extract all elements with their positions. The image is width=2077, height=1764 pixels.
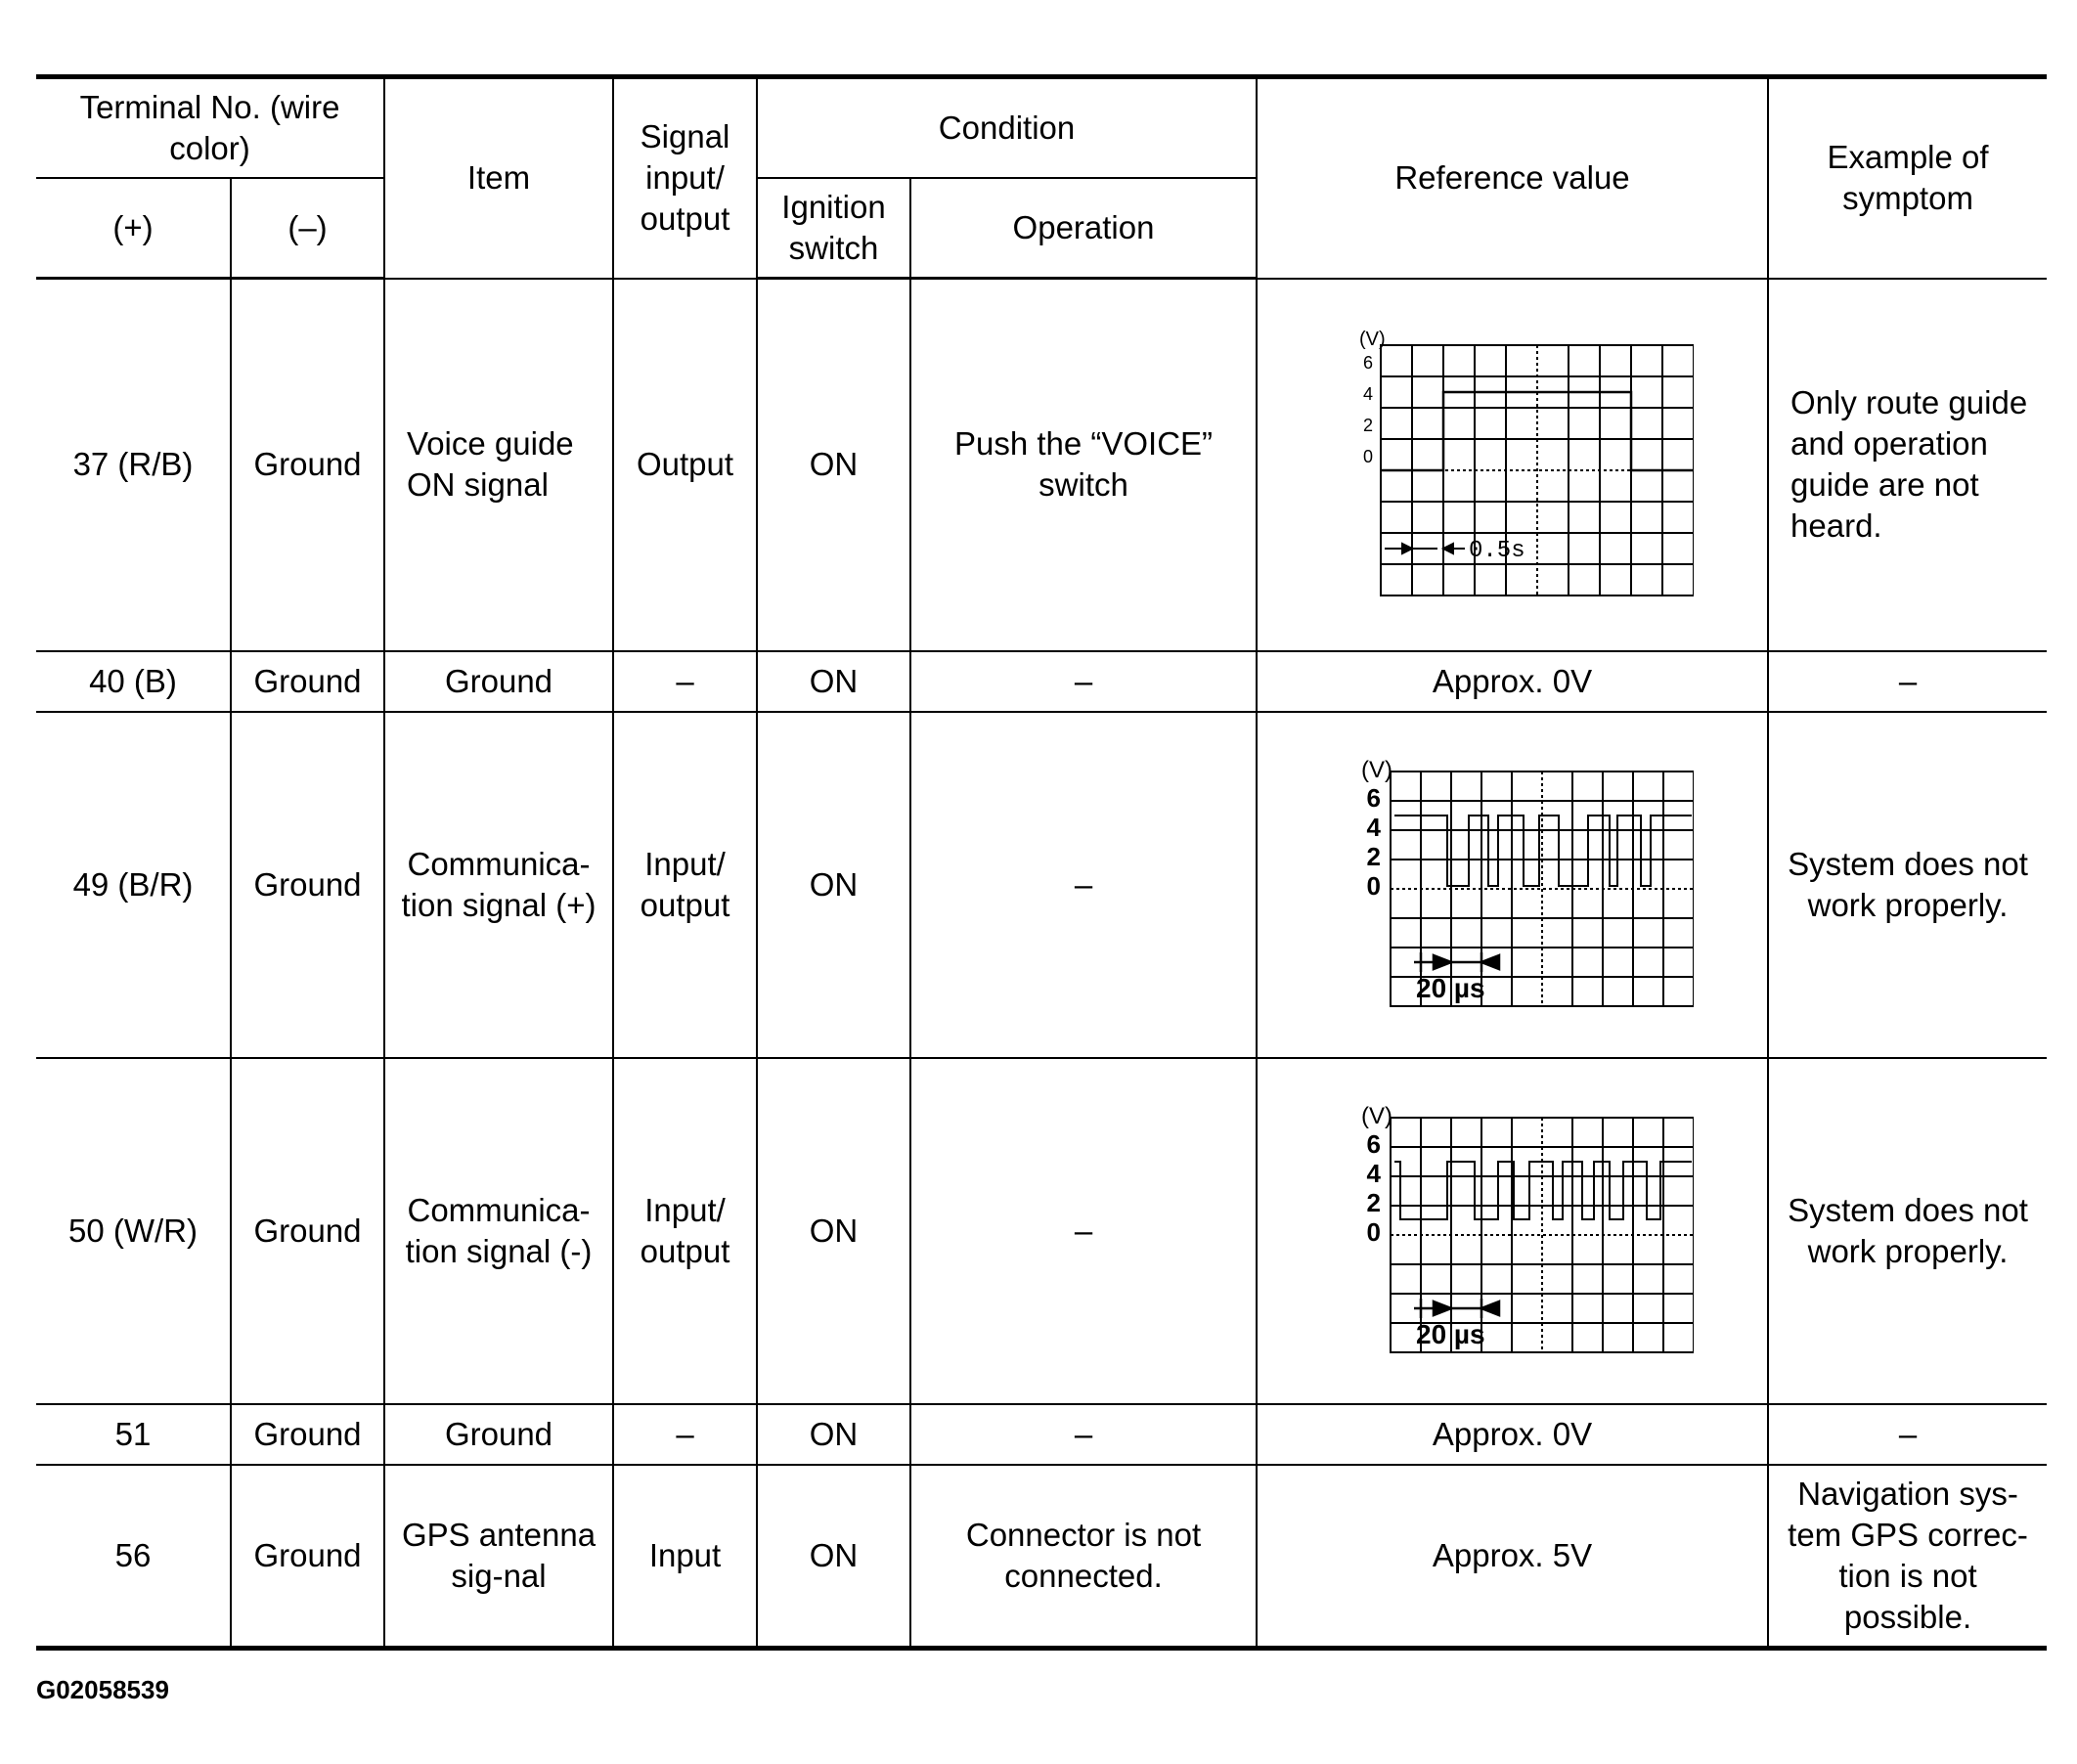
symptom: Only route guide and operation guide are not heard. bbox=[1768, 279, 2047, 651]
header-reference-value: Reference value bbox=[1257, 77, 1768, 279]
header-condition: Condition bbox=[757, 77, 1257, 178]
y-tick-4: 4 bbox=[1366, 1158, 1381, 1188]
reference-value: Approx. 5V bbox=[1257, 1465, 1768, 1649]
ignition-switch: ON bbox=[757, 1404, 910, 1465]
operation: Push the “VOICE” switch bbox=[910, 279, 1257, 651]
signal-io: – bbox=[613, 651, 757, 712]
terminal-minus: Ground bbox=[231, 712, 384, 1058]
table-row bbox=[36, 1465, 2047, 1649]
y-unit-label: (V) bbox=[1358, 329, 1386, 350]
time-div-label: 0.5s bbox=[1468, 538, 1525, 564]
operation: – bbox=[910, 651, 1257, 712]
header-operation: Operation bbox=[910, 178, 1257, 279]
table-row bbox=[36, 1404, 2047, 1465]
terminal-plus: 49 (B/R) bbox=[36, 712, 231, 1058]
item-name: Ground bbox=[384, 651, 613, 712]
header-signal-io: Signal input/ output bbox=[613, 77, 757, 279]
header-example-of-symptom: Example of symptom bbox=[1768, 77, 2047, 279]
y-tick-2: 2 bbox=[1366, 1187, 1381, 1217]
reference-value: Approx. 0V bbox=[1257, 651, 1768, 712]
table-row bbox=[36, 712, 2047, 1058]
header-item: Item bbox=[384, 77, 613, 279]
y-tick-6: 6 bbox=[1366, 782, 1381, 813]
item-name: Communica-tion signal (-) bbox=[384, 1058, 613, 1404]
y-tick-6: 6 bbox=[1362, 353, 1373, 373]
scope-grid bbox=[1391, 772, 1694, 1006]
table-row bbox=[36, 1058, 2047, 1404]
reference-value bbox=[1257, 1058, 1768, 1404]
terminal-minus: Ground bbox=[231, 279, 384, 651]
y-tick-4: 4 bbox=[1366, 812, 1381, 842]
time-division-marker bbox=[1414, 1299, 1499, 1318]
terminal-minus: Ground bbox=[231, 1404, 384, 1465]
time-division-marker bbox=[1385, 544, 1465, 553]
time-division-marker bbox=[1414, 952, 1499, 972]
scope-grid bbox=[1391, 1118, 1694, 1352]
operation: Connector is not connected. bbox=[910, 1465, 1257, 1649]
table-row bbox=[36, 279, 2047, 651]
header-minus: (–) bbox=[231, 178, 384, 279]
ignition-switch: ON bbox=[757, 279, 910, 651]
item-name: Communica-tion signal (+) bbox=[384, 712, 613, 1058]
y-tick-6: 6 bbox=[1366, 1128, 1381, 1159]
symptom: – bbox=[1768, 651, 2047, 712]
comm-minus-waveform bbox=[1332, 1104, 1694, 1358]
comm-plus-waveform bbox=[1332, 758, 1694, 1012]
figure-id: G02058539 bbox=[36, 1675, 169, 1704]
symptom: System does not work properly. bbox=[1768, 1058, 2047, 1404]
time-div-label: 20 µs bbox=[1415, 972, 1485, 1003]
terminal-plus: 51 bbox=[36, 1404, 231, 1465]
terminal-minus: Ground bbox=[231, 1465, 384, 1649]
signal-io: – bbox=[613, 1404, 757, 1465]
y-tick-0: 0 bbox=[1366, 870, 1381, 901]
y-unit-label: (V) bbox=[1360, 757, 1392, 783]
header-plus: (+) bbox=[36, 178, 231, 279]
terminal-plus: 50 (W/R) bbox=[36, 1058, 231, 1404]
terminal-spec-table bbox=[36, 74, 2047, 1651]
terminal-plus: 40 (B) bbox=[36, 651, 231, 712]
operation: – bbox=[910, 1404, 1257, 1465]
y-tick-4: 4 bbox=[1362, 384, 1373, 404]
ignition-switch: ON bbox=[757, 1058, 910, 1404]
y-unit-label: (V) bbox=[1360, 1103, 1392, 1129]
header-terminal-no: Terminal No. (wire color) bbox=[36, 77, 384, 178]
symptom: – bbox=[1768, 1404, 2047, 1465]
terminal-minus: Ground bbox=[231, 651, 384, 712]
y-tick-0: 0 bbox=[1362, 447, 1373, 466]
signal-io: Input bbox=[613, 1465, 757, 1649]
y-tick-2: 2 bbox=[1366, 841, 1381, 871]
y-tick-2: 2 bbox=[1362, 416, 1373, 435]
time-div-label: 20 µs bbox=[1415, 1318, 1485, 1349]
signal-io: Input/ output bbox=[613, 712, 757, 1058]
signal-io: Input/ output bbox=[613, 1058, 757, 1404]
item-name: GPS antenna sig-nal bbox=[384, 1465, 613, 1649]
y-tick-0: 0 bbox=[1366, 1216, 1381, 1247]
reference-value bbox=[1257, 712, 1768, 1058]
signal-io: Output bbox=[613, 279, 757, 651]
symptom: Navigation sys-tem GPS correc-tion is not possible. bbox=[1768, 1465, 2047, 1649]
ignition-switch: ON bbox=[757, 651, 910, 712]
ignition-switch: ON bbox=[757, 712, 910, 1058]
operation: – bbox=[910, 712, 1257, 1058]
voice-signal-waveform bbox=[1332, 328, 1694, 601]
reference-value: Approx. 0V bbox=[1257, 1404, 1768, 1465]
table-row bbox=[36, 651, 2047, 712]
terminal-minus: Ground bbox=[231, 1058, 384, 1404]
symptom: System does not work properly. bbox=[1768, 712, 2047, 1058]
terminal-plus: 56 bbox=[36, 1465, 231, 1649]
reference-value bbox=[1257, 279, 1768, 651]
header-ignition-switch: Ignition switch bbox=[757, 178, 910, 279]
terminal-plus: 37 (R/B) bbox=[36, 279, 231, 651]
item-name: Ground bbox=[384, 1404, 613, 1465]
item-name: Voice guide ON signal bbox=[384, 279, 613, 651]
operation: – bbox=[910, 1058, 1257, 1404]
ignition-switch: ON bbox=[757, 1465, 910, 1649]
